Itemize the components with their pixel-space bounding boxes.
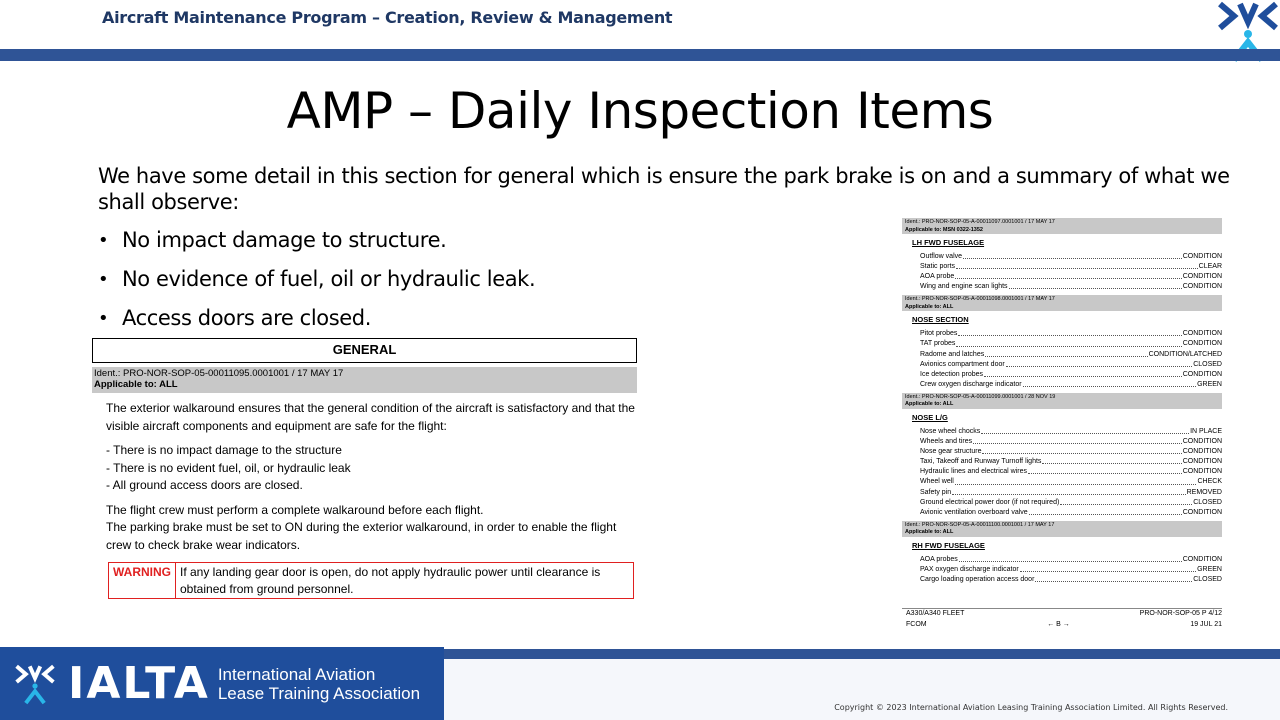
item-state: CONDITION: [1182, 438, 1222, 446]
item-name: Ground electrical power door (if not required): [920, 498, 1060, 506]
bullet-text: No impact damage to structure.: [122, 228, 447, 252]
item-state: CLEAR: [1198, 263, 1222, 271]
item-state: CLOSED: [1193, 575, 1222, 583]
bullet-text: No evidence of fuel, oil or hydraulic leak.: [122, 267, 536, 291]
checklist-item: [902, 339, 1222, 349]
dot-leader: [952, 488, 1185, 495]
item-name: Wing and engine scan lights: [920, 283, 1008, 291]
bullet-icon: •: [98, 269, 109, 290]
header-title: Aircraft Maintenance Program – Creation, Review & Management: [102, 8, 673, 27]
section-title: NOSE L/G: [912, 412, 948, 422]
item-name: Wheels and tires: [920, 438, 973, 446]
section-title: LH FWD FUSELAGE: [912, 238, 985, 247]
checklist-item: [902, 498, 1222, 508]
item-name: PAX oxygen discharge indicator: [920, 565, 1019, 573]
applicable-text: Applicable to: ALL: [905, 303, 954, 310]
warning-box: [108, 562, 634, 599]
general-paragraph: The exterior walkaround ensures that the general condition of the aircraft is satisfactory and that the visible aircraft components and equipment are safe for the flight:: [106, 401, 635, 433]
item-state: CONDITION: [1182, 330, 1222, 338]
bullet-list: [98, 228, 535, 345]
applicable-text: Applicable to: ALL: [905, 401, 954, 408]
checklist-item: [902, 467, 1222, 477]
section-title: NOSE SECTION: [912, 315, 969, 325]
brand-full-name: [218, 665, 420, 703]
item-name: Nose wheel chocks: [920, 427, 981, 435]
dot-leader: [1023, 380, 1197, 387]
bullet-text: Access doors are closed.: [122, 306, 371, 330]
item-name: Outflow valve: [920, 253, 963, 260]
item-state: CONDITION: [1182, 283, 1222, 291]
checklist-item: [902, 508, 1222, 518]
section-ident: [902, 393, 1222, 409]
dot-leader: [1042, 457, 1181, 464]
item-name: Hydraulic lines and electrical wires: [920, 468, 1027, 476]
item-state: CONDITION: [1182, 253, 1222, 260]
list-item: - There is no impact damage to the structure: [106, 442, 636, 460]
dot-leader: [973, 437, 1182, 444]
intro-text: We have some detail in this section for general which is ensure the park brake is on and a summary of what we shall observe:: [98, 164, 1230, 214]
checklist-item: [902, 370, 1222, 380]
section-ident: [902, 295, 1222, 311]
dot-leader: [955, 477, 1197, 484]
ident-text: Ident.: PRO-NOR-SOP-05-00011095.0001001 / 17 MAY 17: [94, 368, 344, 379]
checklist-item: [902, 447, 1222, 457]
ident-text: Ident.: PRO-NOR-SOP-05-A-00011100.0001001 / 17 MAY 17: [905, 521, 1055, 528]
header-bar: [0, 49, 1280, 61]
bullet-icon: •: [98, 308, 109, 329]
item-name: Crew oxygen discharge indicator: [920, 380, 1022, 388]
general-list: [106, 442, 636, 495]
brand-line: International Aviation: [217, 664, 376, 684]
checklist-item: [902, 262, 1222, 272]
dot-leader: [1028, 467, 1182, 474]
item-name: Safety pin: [920, 488, 952, 496]
item-state: CONDITION: [1182, 340, 1222, 348]
checklist-item: [902, 457, 1222, 467]
item-state: GREEN: [1197, 565, 1222, 573]
checklist-item: [902, 488, 1222, 498]
dot-leader: [985, 350, 1147, 357]
item-name: TAT probes: [920, 340, 956, 348]
revision-marker: ← B →: [1047, 621, 1070, 628]
item-state: IN PLACE: [1190, 427, 1222, 435]
item-state: CHECK: [1197, 478, 1222, 486]
dot-leader: [958, 329, 1181, 336]
dot-leader: [1009, 282, 1182, 289]
dot-leader: [1060, 498, 1192, 505]
dot-leader: [1020, 565, 1196, 572]
checklist-item: [902, 575, 1222, 585]
item-name: Avionics compartment door: [920, 360, 1005, 368]
dot-leader: [956, 339, 1181, 346]
item-state: REMOVED: [1186, 488, 1222, 496]
footer-divider: [902, 608, 1222, 609]
checklist-item: [902, 329, 1222, 339]
list-item: - There is no evident fuel, oil, or hydraulic leak: [106, 460, 636, 478]
item-state: CONDITION: [1182, 508, 1222, 516]
dot-leader: [982, 447, 1181, 454]
slide-title: AMP – Daily Inspection Items: [286, 82, 994, 140]
general-body: [106, 400, 636, 554]
item-state: CONDITION: [1182, 458, 1222, 466]
item-state: CONDITION: [1182, 468, 1222, 476]
checklist-item: [902, 252, 1222, 262]
item-state: CONDITION: [1182, 370, 1222, 378]
checklist-footer-row2: [906, 621, 1222, 628]
checklist-item: [902, 360, 1222, 370]
brand-name: IALTA: [68, 658, 210, 709]
item-state: GREEN: [1197, 380, 1222, 388]
applicable-text: Applicable to: ALL: [94, 379, 178, 390]
dot-leader: [956, 262, 1198, 269]
checklist-item: [902, 272, 1222, 282]
ialta-logo-icon: [14, 663, 56, 705]
item-name: Static ports: [920, 263, 956, 271]
item-name: Nose gear structure: [920, 448, 982, 456]
list-item: [98, 228, 535, 267]
item-name: AOA probe: [920, 273, 955, 281]
item-state: CONDITION: [1182, 555, 1222, 563]
general-paragraph: The parking brake must be set to ON during the exterior walkaround, in order to enable the flight crew to check brake wear indicators.: [106, 520, 617, 552]
ident-text: Ident.: PRO-NOR-SOP-05-A-00011098.0001001 / 17 MAY 17: [905, 296, 1055, 303]
checklist-item: [902, 555, 1222, 565]
section-title: RH FWD FUSELAGE: [912, 540, 985, 550]
item-name: Cargo loading operation access door: [920, 575, 1035, 583]
manual-label: FCOM: [906, 621, 927, 628]
checklist-item: [902, 380, 1222, 390]
fleet-label: A330/A340 FLEET: [906, 610, 965, 617]
brand-line: Lease Training Association: [217, 683, 421, 703]
item-name: Radome and latches: [920, 350, 985, 358]
checklist-section: [902, 521, 1222, 585]
general-ident: [92, 367, 637, 393]
dot-leader: [1035, 575, 1192, 582]
dot-leader: [1029, 508, 1182, 515]
ident-text: Ident.: PRO-NOR-SOP-05-A-00011099.0001001 / 28 NOV 19: [905, 393, 1056, 400]
brand-banner: [0, 647, 444, 720]
warning-text: If any landing gear door is open, do not apply hydraulic power until clearance is obtained from ground personnel.: [180, 565, 601, 596]
warning-label: WARNING: [109, 563, 176, 598]
item-state: CONDITION: [1182, 448, 1222, 456]
dot-leader: [959, 555, 1182, 562]
item-state: CLOSED: [1193, 498, 1222, 506]
checklist-footer-row1: [906, 610, 1222, 617]
checklist-section: [902, 218, 1222, 292]
list-item: - All ground access doors are closed.: [106, 477, 636, 495]
applicable-text: Applicable to: ALL: [905, 529, 954, 536]
item-state: CONDITION/LATCHED: [1148, 350, 1222, 358]
dot-leader: [955, 272, 1181, 279]
item-name: Taxi, Takeoff and Runway Turnoff lights: [920, 458, 1042, 466]
section-ident: [902, 218, 1222, 234]
section-ident: [902, 521, 1222, 537]
checklist-section: [902, 295, 1222, 390]
item-state: CONDITION: [1182, 273, 1222, 281]
general-heading: GENERAL: [92, 338, 637, 363]
general-paragraph: The flight crew must perform a complete walkaround before each flight.: [106, 502, 484, 517]
checklist-item: [902, 427, 1222, 437]
dot-leader: [981, 427, 1189, 434]
revision-date: 19 JUL 21: [1190, 621, 1222, 628]
checklist-item: [902, 437, 1222, 447]
bullet-icon: •: [98, 230, 109, 251]
copyright-text: Copyright © 2023 International Aviation Leasing Training Association Limited. All Rights Reserved.: [834, 703, 1228, 712]
page-ref: PRO-NOR-SOP-05 P 4/12: [1139, 610, 1222, 617]
ident-text: Ident.: PRO-NOR-SOP-05-A-00011097.0001001 / 17 MAY 17: [905, 219, 1055, 225]
checklist-item: [902, 477, 1222, 487]
checklist-section: [902, 393, 1222, 518]
item-name: Avionic ventilation overboard valve: [920, 508, 1028, 516]
item-state: CLOSED: [1193, 360, 1222, 368]
item-name: Ice detection probes: [920, 370, 984, 378]
dot-leader: [963, 252, 1182, 259]
dot-leader: [984, 370, 1182, 377]
list-item: [98, 267, 535, 306]
applicable-text: Applicable to: MSN 0322-1352: [905, 226, 983, 233]
item-name: AOA probes: [920, 555, 958, 563]
dot-leader: [1006, 360, 1193, 367]
checklist-item: [902, 350, 1222, 360]
item-name: Pitot probes: [920, 330, 958, 338]
item-name: Wheel well: [920, 478, 954, 486]
checklist-item: [902, 282, 1222, 292]
checklist-page: [902, 218, 1222, 588]
checklist-item: [902, 565, 1222, 575]
